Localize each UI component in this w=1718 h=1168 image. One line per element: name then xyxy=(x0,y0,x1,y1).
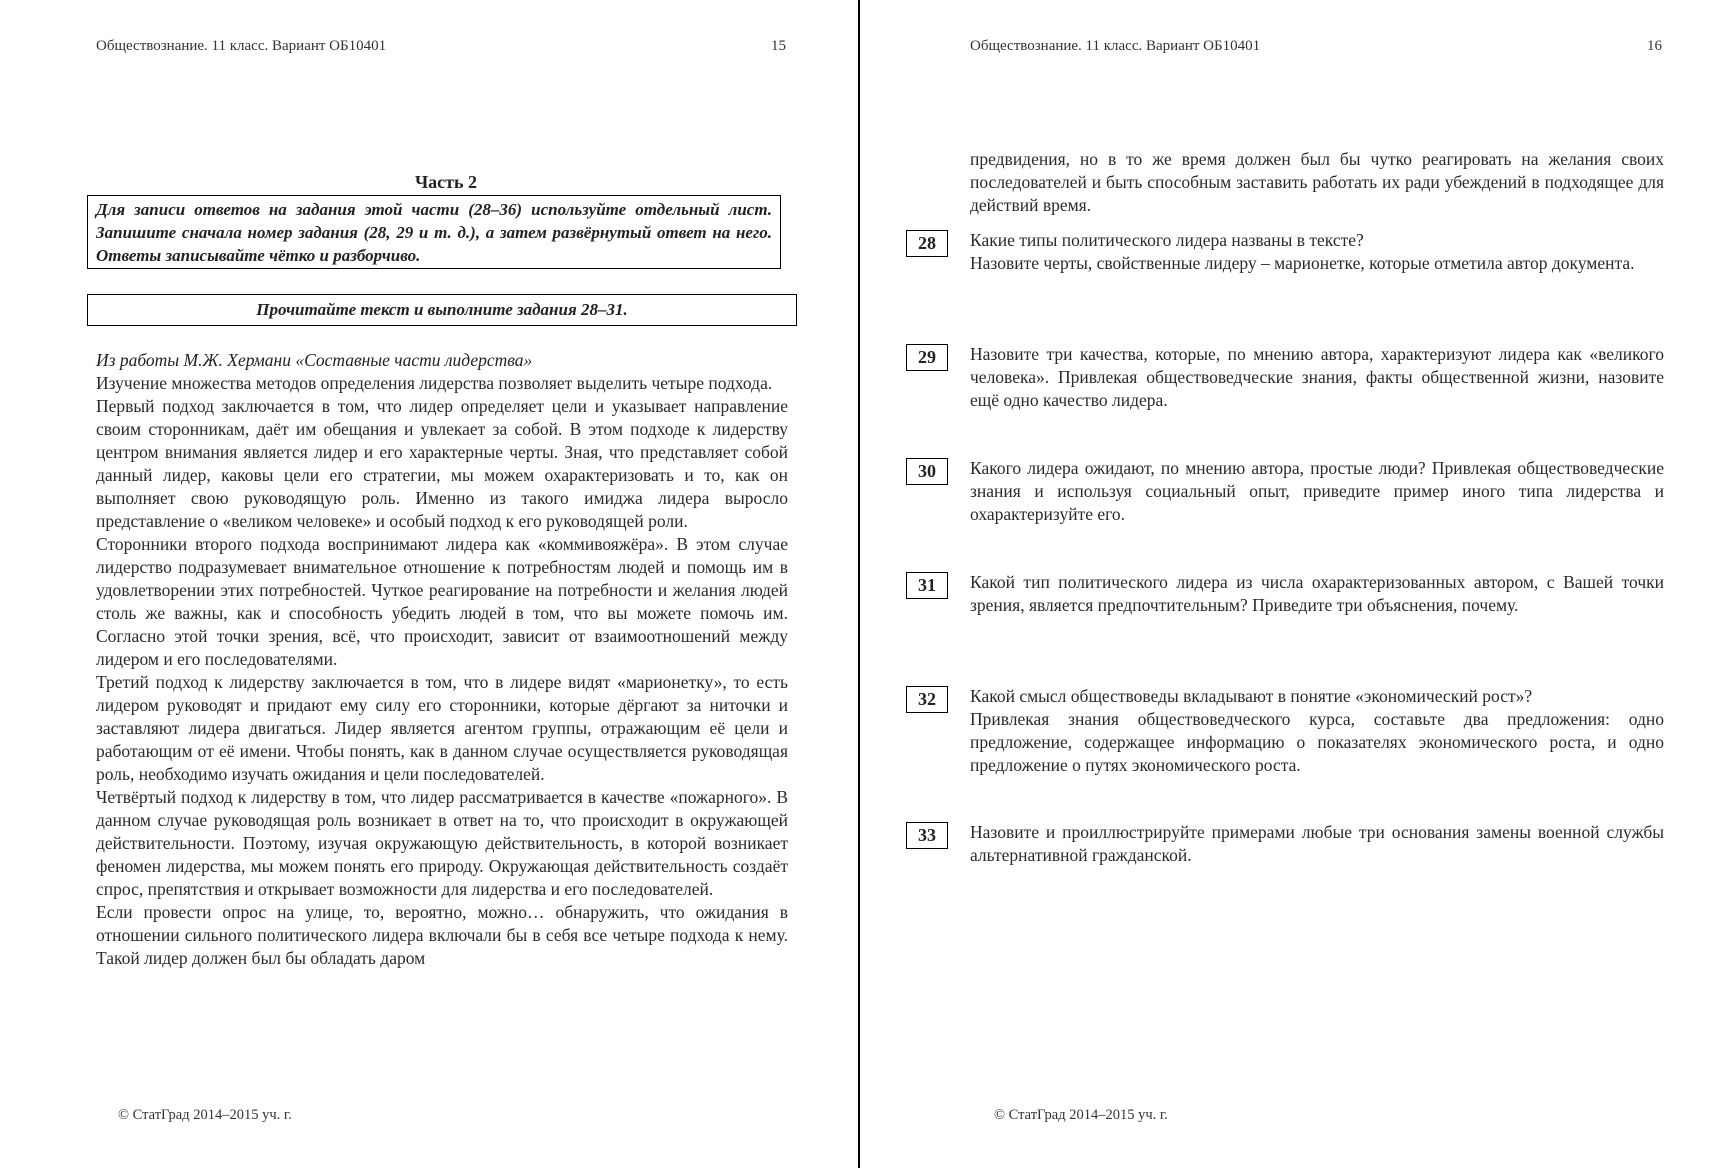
right-page-footer: © СтатГрад 2014–2015 уч. г. xyxy=(994,1107,1168,1123)
left-page-footer: © СтатГрад 2014–2015 уч. г. xyxy=(118,1107,292,1123)
task-text xyxy=(970,343,1664,412)
continuation-text: предвидения, но в то же время должен был бы чутко реагировать на желания своих последователей и быть способным заставить работать их ради убеждений в подходящее для действий время. xyxy=(970,149,1664,215)
left-page-header xyxy=(96,38,786,55)
task-number: 28 xyxy=(906,230,948,257)
task-text xyxy=(970,229,1664,275)
paragraph: Если провести опрос на улице, то, вероятно, можно… обнаружить, что ожидания в отношении сильного политического лидера включали бы в себя все четыре подхода к нему. Такой лидер должен был бы обладать даром xyxy=(96,902,788,968)
task-line: Какой тип политического лидера из числа охарактеризованных автором, с Вашей точки зрения, является предпочтительным? Приведите три объяснения, почему. xyxy=(970,572,1664,615)
right-page-header xyxy=(970,38,1664,55)
task-line: Назовите три качества, которые, по мнению автора, характеризуют лидера как «великого человека». Привлекая обществоведческие знания, факты общественной жизни, назовите ещё одно качество лидера. xyxy=(970,344,1664,410)
task-line: Назовите и проиллюстрируйте примерами любые три основания замены военной службы альтернативной гражданской. xyxy=(970,822,1664,865)
task-number: 30 xyxy=(906,458,948,485)
task-text xyxy=(970,457,1664,526)
task-number: 32 xyxy=(906,686,948,713)
paragraph: Изучение множества методов определения лидерства позволяет выделить четыре подхода. xyxy=(96,373,773,393)
page-divider xyxy=(858,0,860,1168)
task-text xyxy=(970,571,1664,617)
header-title: Обществознание. 11 класс. Вариант ОБ10401 xyxy=(970,38,1261,54)
paragraph: Первый подход заключается в том, что лидер определяет цели и указывает направление своим сторонникам, даёт им обещания и увлекает за собой. В этом подходе к лидерству центром внимания является лидер и его характерные черты. Зная, что представляет собой данный лидер, каковы цели его стратегии, мы можем охарактеризовать и то, как он выполняет свою руководящую роль. Именно из такого имиджа лидера выросло представление о «великом человеке» и особый подход к его руководящей роли. xyxy=(96,396,788,531)
task-line: Какой смысл обществоведы вкладывают в понятие «экономический рост»? xyxy=(970,686,1533,706)
task-line: Какие типы политического лидера названы в тексте? xyxy=(970,230,1364,250)
task-line: Назовите черты, свойственные лидеру – марионетке, которые отметила автор документа. xyxy=(970,253,1635,273)
task-line: Какого лидера ожидают, по мнению автора, простые люди? Привлекая обществоведческие знания и используя социальный опыт, приведите пример иного типа лидерства и охарактеризуйте его. xyxy=(970,458,1664,524)
paragraph: Сторонники второго подхода воспринимают лидера как «коммивояжёра». В этом случае лидерство подразумевает внимательное отношение к потребностям людей и помощь им в удовлетворении этих потребностей. Чуткое реагирование на потребности и желания людей столь же важны, как и способность убедить людей в том, что вы можете помочь им. Согласно этой точки зрения, всё, что происходит, зависит от взаимоотношений между лидером и его последователями. xyxy=(96,534,788,669)
read-instruction-box: Прочитайте текст и выполните задания 28–31. xyxy=(87,294,797,326)
part-title: Часть 2 xyxy=(414,172,478,192)
instructions-box: Для записи ответов на задания этой части (28–36) используйте отдельный лист. Запишите сначала номер задания (28, 29 и т. д.), а затем развёрнутый ответ на него. Ответы записывайте чётко и разборчиво. xyxy=(87,195,781,269)
main-text xyxy=(96,372,788,970)
task-number: 31 xyxy=(906,572,948,599)
task-text xyxy=(970,685,1664,777)
task-number: 29 xyxy=(906,344,948,371)
header-title: Обществознание. 11 класс. Вариант ОБ10401 xyxy=(96,38,387,54)
task-line: Привлекая знания обществоведческого курса, составьте два предложения: одно предложение, содержащее информацию о показателях экономического роста, и одно предложение о путях экономического роста. xyxy=(970,709,1664,775)
task-number: 33 xyxy=(906,822,948,849)
page-number: 16 xyxy=(1647,38,1662,54)
task-text xyxy=(970,821,1664,867)
text-source: Из работы М.Ж. Хермани «Составные части лидерства» xyxy=(96,350,533,370)
page-number: 15 xyxy=(771,38,786,54)
paragraph: Четвёртый подход к лидерству в том, что лидер рассматривается в качестве «пожарного». В данном случае руководящая роль возникает в ответ на то, что происходит в окружающей действительности. Поэтому, изучая окружающую действительность, в которой возникает феномен лидерства, мы можем понять его природу. Окружающая действительность создаёт спрос, препятствия и открывает возможности для лидерства и его последователей. xyxy=(96,787,788,899)
left-page xyxy=(0,0,858,1168)
paragraph: Третий подход к лидерству заключается в том, что в лидере видят «марионетку», то есть лидером руководят и придают ему силу его сторонники, которые дёргают за ниточки и заставляют лидера двигаться. Лидер является агентом группы, отражающим её цели и работающим от её имени. Чтобы понять, как в данном случае осуществляется руководящая роль, необходимо изучать ожидания и цели последователей. xyxy=(96,672,788,784)
